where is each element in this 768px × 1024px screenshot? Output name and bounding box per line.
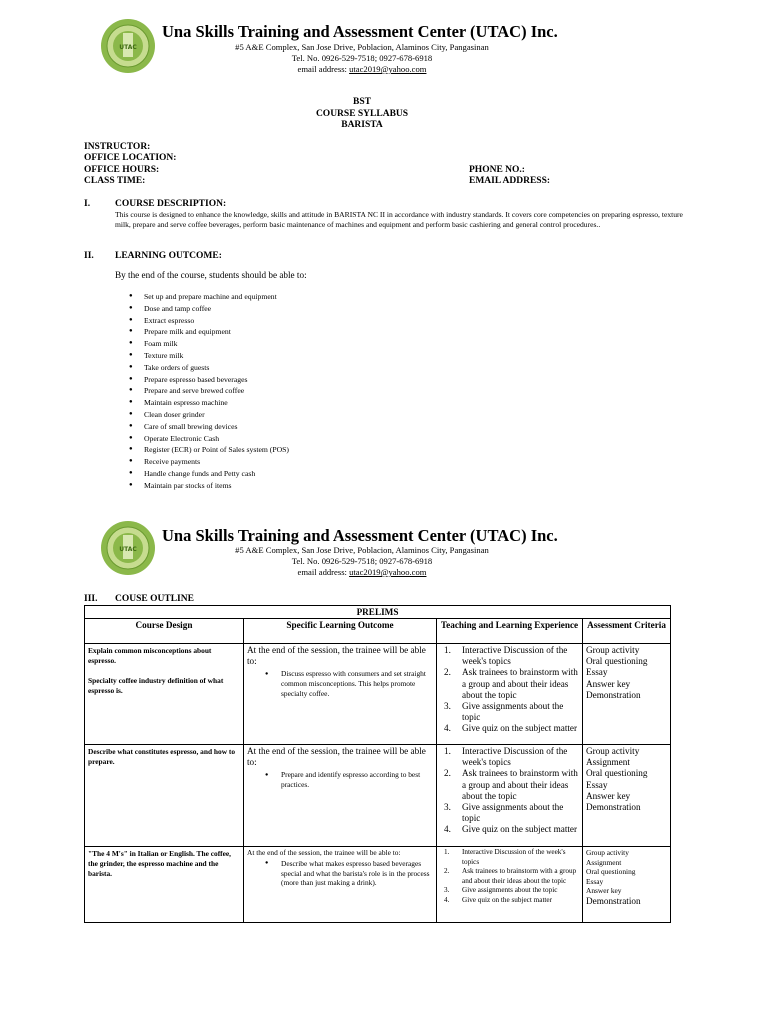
term-header: PRELIMS xyxy=(85,606,671,619)
assessment-cell xyxy=(583,644,671,745)
assessment-item: Oral questioning xyxy=(586,656,648,667)
email-link[interactable]: utac2019@yahoo.com xyxy=(349,64,427,74)
slo-item: ● Discuss espresso with consumers and set straight common misconceptions. This helps promote specialty coffee. xyxy=(277,669,433,699)
outcome-item: ● Receive payments xyxy=(128,456,289,468)
outcome-item: ● Care of small brewing devices xyxy=(128,421,289,433)
slo-intro: At the end of the session, the trainee will be able to: xyxy=(247,848,401,857)
course-description: This course is designed to enhance the knowledge, skills and attitude in BARISTA NC II in accordance with industry standards. It covers core competencies on preparing espresso, texture milk, prepare and serve coffee beverages, perform basic maintenance of machines and equipment and perform basic cashiering and general control procedures.. xyxy=(115,210,683,230)
outcome-item: ● Dose and tamp coffee xyxy=(128,303,289,315)
assessment-item: Assignment xyxy=(586,857,622,867)
outcome-item: ● Register (ECR) or Point of Sales system (POS) xyxy=(128,444,289,456)
phone-field: PHONE NO.: xyxy=(469,165,525,175)
assessment-item: Assignment xyxy=(586,757,630,768)
tle-item: 3. Give assignments about the topic xyxy=(444,802,564,824)
outcome-item: ● Maintain par stocks of items xyxy=(128,480,289,492)
slo-intro: At the end of the session, the trainee will be able to: xyxy=(247,645,426,666)
doc-heading-syllabus: COURSE SYLLABUS xyxy=(315,109,409,119)
tle-list xyxy=(440,645,579,735)
tle-item: 1. Interactive Discussion of the week's topics xyxy=(444,746,568,768)
tle-item: 3. Give assignments about the topic xyxy=(444,701,564,723)
org-email-line xyxy=(0,64,724,74)
email-field: EMAIL ADDRESS: xyxy=(469,176,551,186)
course-design-text: Explain common misconceptions about espresso. xyxy=(88,646,212,665)
tle-item: 4. Give quiz on the subject matter xyxy=(444,824,578,835)
course-design-cell xyxy=(85,644,244,745)
assessment-item: Demonstration xyxy=(586,802,641,813)
outcome-item: ● Prepare and serve brewed coffee xyxy=(128,385,289,397)
tle-item: 3. Give assignments about the topic xyxy=(444,886,558,894)
slo-cell xyxy=(244,745,437,847)
slo-item: ● Prepare and identify espresso according to best practices. xyxy=(277,770,433,790)
outcome-item: ● Set up and prepare machine and equipment xyxy=(128,291,289,303)
tle-item: 2. Ask trainees to brainstorm with a group and about their ideas about the topic xyxy=(444,768,578,801)
tle-item: 1. Interactive Discussion of the week's topics xyxy=(444,645,568,667)
assessment-item: Oral questioning xyxy=(586,867,636,876)
outcome-item: ● Handle change funds and Petty cash xyxy=(128,468,289,480)
instructor-field: INSTRUCTOR: xyxy=(84,142,151,152)
assessment-cell xyxy=(583,847,671,923)
section-3-number: III. xyxy=(84,594,98,604)
assessment-item: Demonstration xyxy=(586,895,641,906)
tle-item: 4. Give quiz on the subject matter xyxy=(444,723,578,734)
outcome-item: ● Prepare espresso based beverages xyxy=(128,374,289,386)
tle-item: 2. Ask trainees to brainstorm with a group and about their ideas about the topic xyxy=(444,867,577,885)
course-outline-table xyxy=(84,605,671,923)
slo-list xyxy=(247,770,433,790)
learning-outcome-list xyxy=(128,291,289,492)
outcome-lead: By the end of the course, students should be able to: xyxy=(115,270,307,280)
tle-cell xyxy=(437,644,583,745)
svg-text:UTAC: UTAC xyxy=(119,546,137,553)
assessment-item: Answer key xyxy=(586,790,631,801)
section-1-number: I. xyxy=(84,199,91,209)
outcome-item: ● Clean doser grinder xyxy=(128,409,289,421)
assessment-cell xyxy=(583,745,671,847)
outcome-item: ● Prepare milk and equipment xyxy=(128,326,289,338)
assessment-item: Essay xyxy=(586,876,604,886)
slo-list xyxy=(247,859,433,888)
course-design-text: "The 4 M's" in Italian or English. The coffee, the grinder, the espresso machine and the barista. xyxy=(88,849,232,878)
org-address: #5 A&E Complex, San Jose Drive, Poblacion, Alaminos City, Pangasinan xyxy=(235,545,489,555)
course-design-text: Specialty coffee industry definition of what espresso is. xyxy=(88,676,224,695)
course-design-cell xyxy=(85,847,244,923)
section-2-title: LEARNING OUTCOME: xyxy=(115,251,222,261)
tle-cell xyxy=(437,847,583,923)
org-name: Una Skills Training and Assessment Center (UTAC) Inc. xyxy=(162,526,558,545)
col-header-course-design: Course Design xyxy=(85,619,244,644)
tle-item: 1. Interactive Discussion of the week's topics xyxy=(444,848,566,866)
slo-item: ● Describe what makes espresso based beverages special and what the barista's role is in the process (more than just making a drink). xyxy=(277,859,433,888)
assessment-item: Group activity xyxy=(586,645,640,655)
office-location-field: OFFICE LOCATION: xyxy=(84,153,177,163)
section-3-title: COUSE OUTLINE xyxy=(115,594,194,604)
slo-intro: At the end of the session, the trainee will be able to: xyxy=(247,746,426,767)
assessment-item: Answer key xyxy=(586,886,622,895)
outcome-item: ● Extract espresso xyxy=(128,315,289,327)
table-row xyxy=(85,745,671,847)
email-label: email address: xyxy=(297,64,350,74)
tle-list xyxy=(440,848,579,905)
email-link[interactable]: utac2019@yahoo.com xyxy=(349,567,427,577)
assessment-item: Essay xyxy=(586,779,608,790)
course-design-cell xyxy=(85,745,244,847)
assessment-item: Demonstration xyxy=(586,689,641,700)
class-time-field: CLASS TIME: xyxy=(84,176,146,186)
section-2-number: II. xyxy=(84,251,94,261)
outcome-item: ● Take orders of guests xyxy=(128,362,289,374)
section-1-title: COURSE DESCRIPTION: xyxy=(115,199,227,209)
col-header-slo: Specific Learning Outcome xyxy=(244,619,437,644)
col-header-tle: Teaching and Learning Experience xyxy=(437,619,583,644)
svg-text:UTAC: UTAC xyxy=(119,44,137,51)
tle-list xyxy=(440,746,579,836)
office-hours-field: OFFICE HOURS: xyxy=(84,165,160,175)
org-tel: Tel. No. 0926-529-7518; 0927-678-6918 xyxy=(291,53,433,63)
tle-item: 4. Give quiz on the subject matter xyxy=(444,895,553,904)
outcome-item: ● Foam milk xyxy=(128,338,289,350)
slo-cell xyxy=(244,644,437,745)
assessment-item: Group activity xyxy=(586,848,629,857)
table-row xyxy=(85,644,671,745)
outcome-item: ● Operate Electronic Cash xyxy=(128,433,289,445)
outcome-item: ● Maintain espresso machine xyxy=(128,397,289,409)
table-row xyxy=(85,847,671,923)
tle-cell xyxy=(437,745,583,847)
letterhead xyxy=(0,18,768,98)
assessment-item: Answer key xyxy=(586,678,631,689)
org-tel: Tel. No. 0926-529-7518; 0927-678-6918 xyxy=(291,556,433,566)
doc-heading-barista: BARISTA xyxy=(341,120,383,130)
assessment-item: Group activity xyxy=(586,746,640,756)
org-address: #5 A&E Complex, San Jose Drive, Poblacion, Alaminos City, Pangasinan xyxy=(235,42,489,52)
slo-cell xyxy=(244,847,437,923)
course-design-text: Describe what constitutes espresso, and how to prepare. xyxy=(88,747,236,766)
doc-heading-bst: BST xyxy=(353,97,371,107)
letterhead-page-2 xyxy=(0,520,768,600)
tle-item: 2. Ask trainees to brainstorm with a group and about their ideas about the topic xyxy=(444,667,578,700)
assessment-item: Essay xyxy=(586,667,608,678)
outcome-item: ● Texture milk xyxy=(128,350,289,362)
org-name: Una Skills Training and Assessment Center (UTAC) Inc. xyxy=(162,22,558,41)
col-header-assessment: Assessment Criteria xyxy=(583,619,671,644)
slo-list xyxy=(247,669,433,699)
email-label: email address: xyxy=(297,567,350,577)
org-email-line xyxy=(0,567,724,577)
assessment-item: Oral questioning xyxy=(586,768,648,779)
